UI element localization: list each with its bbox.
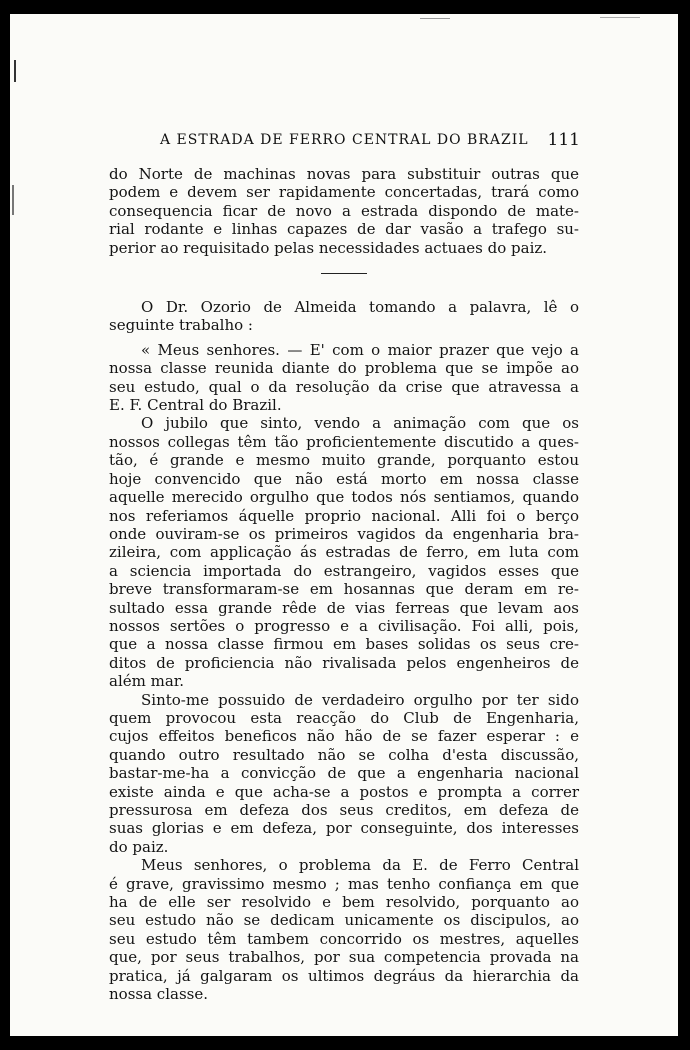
text-line: zileira, com applicação ás estradas de ferro, em luta com: [109, 543, 579, 562]
text-line: existe ainda e que acha-se a postos e prompta a correr: [109, 782, 579, 801]
paragraph: [109, 414, 579, 690]
text-line: E. F. Central do Brazil.: [109, 396, 282, 415]
scan-speck: [420, 18, 450, 19]
text-line: nossos collegas têm tão proficientemente discutido a ques-: [109, 432, 579, 451]
text-line: seu estudo não se dedicam unicamente os discipulos, ao: [109, 911, 579, 930]
text-line: perior ao requisitado pelas necessidades actuaes do paiz.: [109, 238, 548, 257]
text-line: do paiz.: [109, 837, 169, 856]
text-line: a sciencia importada do estrangeiro, vagidos esses que: [109, 561, 579, 580]
text-line: que a nossa classe firmou em bases solidas os seus cre-: [109, 635, 579, 654]
scan-speck: [12, 185, 14, 215]
text-line: O jubilo que sinto, vendo a animação com que os: [141, 414, 579, 433]
text-line: pratica, já galgaram os ultimos degráus da hierarchia da: [109, 966, 579, 985]
text-line: nossos sertões o progresso e a civilisação. Foi alli, pois,: [109, 616, 579, 635]
text-line: consequencia ficar de novo a estrada dispondo de mate-: [109, 201, 579, 220]
text-line: rial rodante e linhas capazes de dar vasão a trafego su-: [109, 220, 579, 239]
text-line: seguinte trabalho :: [109, 316, 253, 335]
section-divider: [321, 273, 367, 274]
text-line: aquelle merecido orgulho que todos nós sentiamos, quando: [109, 488, 579, 507]
text-line: quando outro resultado não se colha d'esta discussão,: [109, 745, 579, 764]
paragraph: [109, 856, 579, 1003]
scan-speck: [600, 17, 640, 18]
text-line: do Norte de machinas novas para substituir outras que: [109, 165, 579, 183]
scan-speck: [14, 60, 16, 82]
running-header: [160, 130, 580, 154]
text-line: O Dr. Ozorio de Almeida tomando a palavra, lê o: [141, 298, 579, 317]
text-line: nossa classe reunida diante do problema que se impõe ao: [109, 359, 579, 378]
paragraph: [109, 298, 579, 335]
text-line: ha de elle ser resolvido e bem resolvido, porquanto ao: [109, 893, 579, 912]
text-line: ditos de proficiencia não rivalisada pelos engenheiros de: [109, 653, 579, 672]
text-line: podem e devem ser rapidamente concertadas, trará como: [109, 183, 579, 202]
text-line: pressurosa em defeza dos seus creditos, em defeza de: [109, 801, 579, 819]
text-line: Sinto-me possuido de verdadeiro orgulho por ter sido: [141, 690, 579, 709]
text-line: Meus senhores, o problema da E. de Ferro Central: [141, 856, 579, 875]
page-number: 111: [547, 130, 580, 150]
text-line: « Meus senhores. — E' com o maior prazer que vejo a: [141, 340, 579, 359]
paragraph: [109, 341, 579, 415]
text-line: onde ouviram-se os primeiros vagidos da engenharia bra-: [109, 524, 579, 543]
text-line: que, por seus trabalhos, por sua competencia provada na: [109, 948, 579, 967]
text-line: sultado essa grande rêde de vias ferreas que levam aos: [109, 598, 579, 617]
text-line: quem provocou esta reacção do Club de Engenharia,: [109, 708, 579, 727]
text-line: suas glorias e em defeza, por conseguinte, dos interesses: [109, 819, 579, 838]
text-line: cujos effeitos beneficos não hão de se fazer esperar : e: [109, 727, 579, 746]
text-line: seu estudo têm tambem concorrido os mestres, aquelles: [109, 929, 579, 948]
paragraph: [109, 165, 579, 257]
text-line: além mar.: [109, 672, 185, 691]
text-line: bastar-me-ha a convicção de que a engenharia nacional: [109, 764, 579, 783]
page-body: [109, 165, 579, 1003]
text-line: é grave, gravissimo mesmo ; mas tenho confiança em que: [109, 874, 579, 893]
text-line: tão, é grande e mesmo muito grande, porquanto estou: [109, 451, 579, 470]
text-line: breve transformaram-se em hosannas que deram em re-: [109, 580, 579, 599]
paragraph: [109, 691, 579, 857]
text-line: nossa classe.: [109, 985, 208, 1004]
text-line: seu estudo, qual o da resolução da crise que atravessa a: [109, 377, 579, 396]
running-title: A ESTRADA DE FERRO CENTRAL DO BRAZIL: [160, 132, 529, 148]
text-line: hoje convencido que não está morto em nossa classe: [109, 469, 579, 488]
text-line: nos referiamos áquelle proprio nacional. Alli foi o berço: [109, 506, 579, 525]
